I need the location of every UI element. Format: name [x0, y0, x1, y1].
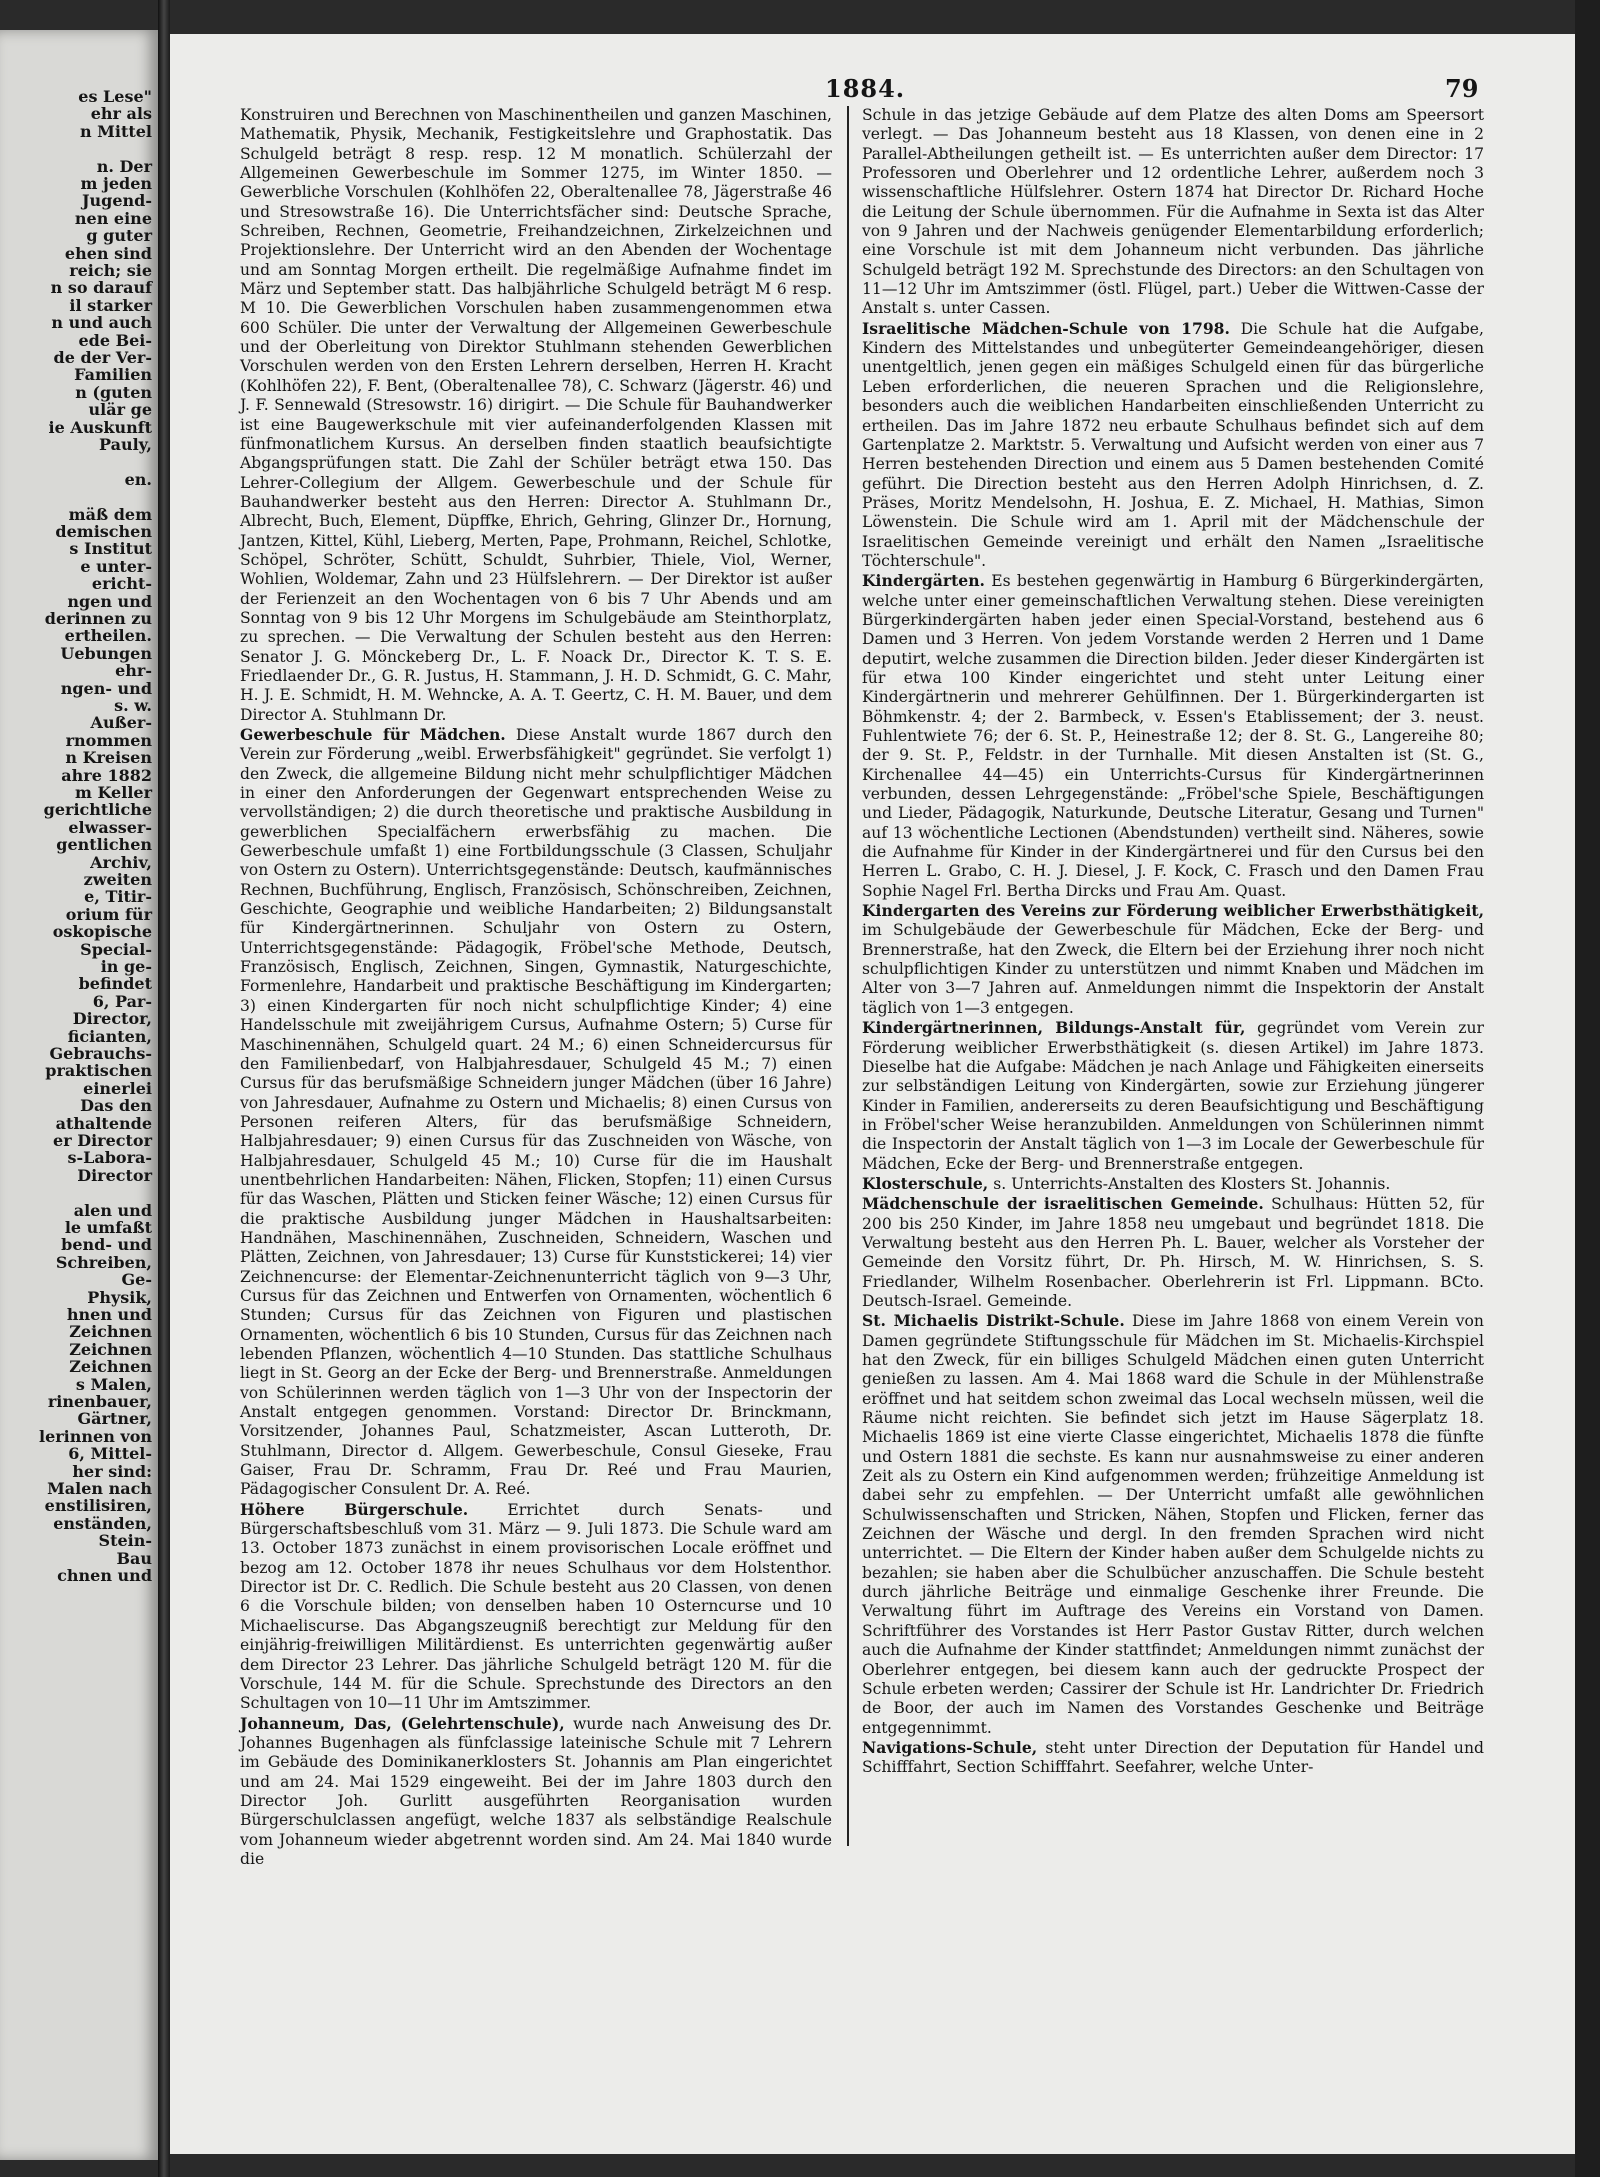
left-page-fragment: ede Bei-	[78, 330, 152, 350]
entry-heading: Gewerbeschule für Mädchen.	[240, 725, 506, 744]
left-page-fragment: s Malen,	[75, 1374, 152, 1394]
left-facing-page	[0, 30, 158, 2160]
left-page-fragment: Archiv,	[90, 852, 152, 872]
article-entry	[862, 1174, 1484, 1194]
right-column	[862, 106, 1484, 1778]
entry-text: wurde nach Anweisung des Dr. Johannes Bugenhagen als fünfclassige lateinische Schule mit 7 Lehrern im Gebäude des Dominikanerklosters St. Johannis am Plan eingerichtet und am 24. Mai 1529 eingeweiht. Bei der im Jahre 1803 durch den Director Joh. Gurlitt ausgeführten Reorganisation wurden Bürgerschulclassen angefügt, welche 1837 als selbständige Realschule vom Johanneum wieder abgetrennt worden sind. Am 24. Mai 1840 wurde die	[240, 1714, 832, 1868]
left-page-fragment: en.	[124, 469, 152, 489]
left-page-fragment: Schreiben,	[55, 1252, 152, 1272]
left-page-fragment: er Director	[53, 1131, 152, 1150]
left-page-fragment: g guter	[86, 226, 152, 246]
column-divider	[847, 106, 849, 1846]
left-page-fragment: Malen nach	[47, 1479, 152, 1498]
article-entry	[862, 319, 1484, 571]
entry-text: steht unter Direction der Deputation für Handel und Schifffahrt, Section Schifffahrt. Seefahrer, welche Unter-	[862, 1738, 1484, 1777]
left-page-fragment: derinnen zu	[44, 609, 152, 628]
left-page-fragment: 6, Mittel-	[68, 1444, 152, 1464]
entry-heading: Kindergärten.	[862, 571, 985, 591]
left-page-fragment: Bau	[116, 1548, 152, 1568]
entry-heading: Israelitische Mädchen-Schule von 1798.	[862, 318, 1230, 338]
entry-heading: Kindergärtnerinnen, Bildungs-Anstalt für,	[862, 1018, 1246, 1038]
left-page-fragment: alen und	[73, 1200, 152, 1220]
left-page-fragment: orium für	[65, 904, 152, 924]
left-page-fragment: befindet	[78, 974, 152, 994]
left-page-fragment: ngen und	[67, 591, 152, 611]
left-page-fragment: in ge-	[100, 957, 152, 976]
entry-text: gegründet vom Verein zur Förderung weiblicher Erwerbsthätigkeit (s. diesen Artikel) im Jahre 1873. Dieselbe hat die Aufgabe: Mädchen je nach Anlage und Fähigkeiten einerseits zur selbständigen Leitung von Kindergärten, sowie zur Erziehung jüngerer Kinder in Familien, andererseits zu deren Beaufsichtigung und Beschäftigung in Fröbel'scher Weise heranzubilden. Anmeldungen von Schülerinnen nimmt die Inspectorin der Anstalt täglich von 1—3 im Locale der Gewerbeschule für Mädchen, Ecke der Berg- und Brennerstraße entgegen.	[862, 1019, 1484, 1173]
left-page-fragment: m Keller	[75, 783, 152, 802]
left-page-fragment: ertheilen.	[64, 626, 152, 646]
article-entry	[240, 1500, 832, 1714]
entry-heading: Klosterschule,	[862, 1173, 989, 1193]
left-page-fragment: rinenbauer,	[47, 1392, 152, 1411]
article-entry	[862, 106, 1484, 319]
left-page-fragment: de der Ver-	[53, 348, 152, 367]
left-page-fragment: her sind:	[72, 1461, 152, 1481]
left-page-fragment: Director	[77, 1165, 152, 1185]
article-entry	[862, 571, 1484, 901]
entry-text: s. Unterrichts-Anstalten des Klosters St. Johannis.	[988, 1174, 1391, 1193]
left-page-fragment: ahre 1882	[61, 765, 152, 785]
article-entry	[240, 1714, 832, 1870]
left-page-fragment: Ge-	[121, 1270, 152, 1290]
left-page-fragment: Außer-	[90, 713, 152, 733]
left-page-fragment: Zeichnen	[69, 1339, 152, 1359]
left-page-fragment: gentlichen	[56, 835, 152, 855]
left-page-fragment: n so darauf	[50, 278, 152, 298]
left-page-fragment: ulär ge	[88, 400, 152, 420]
entry-heading: Johanneum, Das, (Gelehrtenschule),	[240, 1713, 565, 1733]
entry-text: Schule in das jetzige Gebäude auf dem Platze des alten Doms am Speersort verlegt. — Das Johanneum besteht aus 18 Klassen, von denen eine in 2 Parallel-Abtheilungen getheilt ist. — Es unterrichten außer dem Director: 17 Professoren und Oberlehrer und 12 ordentliche Lehrer, außerdem noch 3 wissenschaftliche Hülfslehrer. Ostern 1874 hat Director Dr. Richard Hoche die Leitung der Schule übernommen. Für die Aufnahme in Sexta ist das Alter von 9 Jahren und der Nachweis genügender Elementarbildung erforderlich; eine Vorschule ist mit dem Johanneum nicht verbunden. Das jährliche Schulgeld beträgt 192 M. Sprechstunde des Directors: an den Schultagen von 11—12 Uhr im Amtszimmer (östl. Flügel, part.) Ueber die Wittwen-Casse der Anstalt s. unter Cassen.	[862, 106, 1484, 318]
entry-text: Errichtet durch Senats- und Bürgerschaftsbeschluß vom 31. März — 9. Juli 1873. Die Schule ward am 13. October 1873 zunächst in einem provisorischen Locale eröffnet und bezog am 12. October 1878 ihr neues Schulhaus vor dem Holstenthor. Director ist Dr. C. Redlich. Die Schule besteht aus 20 Classen, von denen 6 die Vorschule bilden; von denselben haben 10 Osterncurse und 10 Michaeliscurse. Das Abgangszeugniß berechtigt zur Meldung für den einjährig-freiwilligen Militärdienst. Es unterrichten gegenwärtig außer dem Director 23 Lehrer. Das jährliche Schulgeld beträgt 120 M. für die Vorschule, 144 M. für die Schule. Sprechstunde des Directors an den Schultagen von 10—11 Uhr im Amtszimmer.	[240, 1500, 832, 1713]
left-page-fragment: le umfaßt	[64, 1218, 152, 1237]
left-page-fragment: n. Der	[96, 156, 152, 176]
book-gutter	[158, 0, 170, 2177]
left-page-fragment: n und auch	[51, 313, 152, 333]
left-page-fragment: es Lese"	[78, 87, 152, 106]
left-page-fragment: Gebrauchs-	[49, 1044, 152, 1063]
left-page-fragment: s-Labora-	[67, 1148, 152, 1168]
left-page-fragment: Zeichnen	[69, 1322, 152, 1342]
left-page-fragment: Uebungen	[60, 643, 152, 663]
left-page-fragment: elwasser-	[68, 817, 152, 837]
entry-heading: Mädchenschule der israelitischen Gemeinde.	[862, 1194, 1264, 1214]
left-page-fragment: ehr-	[115, 661, 152, 681]
entry-text: Es bestehen gegenwärtig in Hamburg 6 Bürgerkindergärten, welche unter einer gemeinschaftlichen Verwaltung stehen. Diese vereinigten Bürgerkindergärten haben jeder einen Special-Vorstand, bestehend aus 6 Damen und 3 Herren. Von jedem Vorstande werden 2 Herren und 1 Dame deputirt, welche zusammen die Direction bilden. Jeder dieser Kindergärten ist für etwa 100 Kinder eingerichtet und steht unter Leitung einer Kindergärtnerin und mehrerer Gehülfinnen. Der 1. Bürgerkindergarten ist Böhmkenstr. 4; der 2. Barmbeck, v. Essen's Etablissement; der 3. neust. Fuhlentwiete 76; der 6. St. P., Heinestraße 12; der 8. St. G., Langereihe 80; der 9. St. P., Feldstr. in der Turnhalle. Mit diesen Anstalten ist (St. G., Kirchenallee 44—45) ein Unterrichts-Cursus für Kindergärtnerinnen verbunden, dessen Lehrgegenstände: „Fröbel'sche Spiele, Beschäftigungen und Lieder, Pädagogik, Naturkunde, Deutsche Literatur, Gesang und Turnen" auf 13 wöchentliche Lectionen (Abendstunden) vertheilt sind. Näheres, sowie die Aufnahme für Kinder in der Kindergärtnerei und für den Cursus bei den Herren L. Grabo, C. H. J. Diesel, J. F. Kock, C. Frasch und den Damen Frau Sophie Nagel Frl. Bertha Dircks und Frau Am. Quast.	[862, 572, 1484, 900]
left-page-fragment: s. w.	[114, 696, 152, 715]
article-entry	[862, 1738, 1484, 1778]
left-page-fragment: e, Titir-	[84, 887, 152, 907]
left-page-fragment: ericht-	[91, 574, 152, 594]
left-page-fragment: e unter-	[80, 556, 152, 576]
entry-text: Die Schule hat die Aufgabe, Kindern des Mittelstandes und unbegüterter Gemeindeangehöriger, diesen unentgeltlich, jenen gegen ein mäßiges Schulgeld einen für das bürgerliche Leben erforderlichen, die neueren Sprachen und die Religionslehre, besonders auch die weiblichen Handarbeiten einschließenden Unterricht zu ertheilen. Das im Jahre 1872 neu erbaute Schulhaus befindet sich auf dem Gartenplatze 2. Marktstr. 5. Verwaltung und Aufsicht werden von einer aus 7 Herren bestehenden Direction und einem aus 5 Damen bestehenden Comité geführt. Die Direction besteht aus den Herren Adolph Hinrichsen, d. Z. Präses, Moritz Mendelsohn, H. Joshua, E. Z. Michael, H. Mathias, Simon Löwenstein. Die Schule wird am 1. April mit der Mädchenschule der Israelitischen Gemeinde vereinigt und erhält den Namen „Israelitische Töchterschule".	[862, 319, 1484, 570]
left-page-fragment: praktischen	[45, 1061, 152, 1081]
entry-text: Diese im Jahre 1868 von einem Verein von Damen gegründete Stiftungsschule für Mädchen im St. Michaelis-Kirchspiel hat den Zweck, für ein billiges Schulgeld Mädchen einen guten Unterricht genießen zu lassen. Am 4. Mai 1868 ward die Schule in der Mühlenstraße eröffnet und hat seitdem schon zweimal das Local wechseln müssen, weil die Räume nicht reichten. Sie befindet sich jetzt im Hause Sägerplatz 18. Michaelis 1869 ist eine vierte Classe eingerichtet, Michaelis 1878 die fünfte und Ostern 1881 die sechste. Es kann nur ausnahmsweise zu einer anderen Zeit als zu Ostern ein Kind aufgenommen werden; frühzeitige Anmeldung ist dabei sehr zu empfehlen. — Der Unterricht umfaßt alle gewöhnlichen Schulwissenschaften und Stricken, Nähen, Stopfen und Flicken, ferner das Zeichnen der Wäsche und dergl. In den fremden Sprachen wird nicht unterrichtet. — Die Eltern der Kinder haben außer dem Schulgelde nichts zu bezahlen; sie haben aber die Schulbücher anzuschaffen. Die Schule besteht durch jährliche Beiträge und einmalige Geschenke ihrer Freunde. Die Verwaltung führt im Auftrage des Vereins ein Vorstand von Damen. Schriftführer des Vorstandes ist Herr Pastor Gustav Ritter, durch welchen auch die Aufnahme der Kinder stattfindet; Anmeldungen nimmt zunächst der Oberlehrer entgegen, bei diesem kann auch der gedruckte Prospect der Schule erbeten werden; Cassirer der Schule ist Hr. Landrichter Dr. Friedrich de Boor, der auch im Namen des Vorstandes Geschenke und Beiträge entgegennimmt.	[862, 1312, 1484, 1737]
article-entry	[862, 1018, 1484, 1174]
entry-text: im Schulgebäude der Gewerbeschule für Mädchen, Ecke der Berg- und Brennerstraße, hat den Zweck, die Eltern bei der Erziehung ihrer noch nicht schulpflichtigen Kinder zu unterstützen und nimmt Knaben und Mädchen im Alter von 3—7 Jahren auf. Anmeldungen nimmt die Inspektorin der Anstalt täglich von 1—3 entgegen.	[862, 921, 1484, 1017]
left-page-fragment: zweiten	[83, 870, 152, 889]
left-page-fragment: bend- und	[61, 1235, 152, 1255]
left-page-fragment: chnen und	[57, 1566, 152, 1585]
entry-text: Konstruiren und Berechnen von Maschinentheilen und ganzen Maschinen, Mathematik, Physik, Mechanik, Festigkeitslehre und Graphostatik. Das Schulgeld beträgt 8 resp. resp. 12 M monatlich. Schülerzahl der Allgemeinen Gewerbeschule im Sommer 1275, im Winter 1850. — Gewerbliche Vorschulen (Kohlhöfen 22, Oberaltenallee 78, Jägerstraße 46 und Stresowstraße 16). Die Unterrichtsfächer sind: Deutsche Sprache, Schreiben, Rechnen, Geometrie, Freihandzeichnen, Zirkelzeichnen und Projektionslehre. Der Unterricht wird an den Abenden der Wochentage und am Sonntag Morgen ertheilt. Die regelmäßige Aufnahme findet im März und September statt. Das halbjährliche Schulgeld beträgt M 6 resp. M 10. Die Gewerblichen Vorschulen haben zusammengenommen etwa 600 Schüler. Die unter der Verwaltung der Allgemeinen Gewerbeschule und der Oberleitung von Direktor Stuhlmann stehenden Gewerblichen Vorschulen werden von den Ersten Lehrern derselben, Herren H. Kracht (Kohlhöfen 22), F. Bent, (Oberaltenallee 78), C. Schwarz (Jägerstr. 46) und J. F. Sennewald (Stresowstr. 16) dirigirt. — Die Schule für Bauhandwerker ist eine Baugewerkschule mit vier aufeinanderfolgenden Klassen mit fünfmonatlichem Kursus. An derselben finden staatlich beaufsichtigte Abgangsprüfungen statt. Die Zahl der Schüler beträgt etwa 150. Das Lehrer-Collegium der Allgem. Gewerbeschule und der Schule für Bauhandwerker besteht aus den Herren: Director A. Stuhlmann Dr., Albrecht, Buch, Element, Düpffke, Ehrich, Gehring, Glinzer Dr., Hornung, Jantzen, Kittel, Kühl, Lieberg, Merten, Pape, Prohmann, Reichel, Schlotke, Schöpel, Schröter, Schütt, Schuldt, Suhrbier, Thiele, Viol, Werner, Wohlien, Woldemar, Zahn und 23 Hülfslehrern. — Der Direktor ist außer der Ferienzeit an den Wochentagen von 6 bis 7 Uhr Abends und am Sonntag von 9 bis 12 Uhr Morgens im Schulgebäude am Steinthorplatz, zu sprechen. — Die Verwaltung der Schulen besteht aus den Herren: Senator J. G. Mönckeberg Dr., L. F. Noack Dr., Director K. T. S. E. Friedlaender Dr., G. R. Justus, H. Stammann, J. H. D. Schmidt, G. C. Mahr, H. J. E. Schmidt, H. M. Wehncke, A. A. T. Geertz, C. H. M. Bauer, und dem Director A. Stuhlmann Dr.	[240, 106, 832, 724]
article-entry	[240, 106, 832, 725]
left-page-fragment: einerlei	[83, 1078, 152, 1098]
left-page-fragment: lerinnen von	[38, 1426, 152, 1446]
left-page-fragment: ie Auskunft	[48, 417, 152, 437]
left-page-fragment: Jugend-	[81, 191, 152, 211]
left-page-fragment: n Kreisen	[65, 748, 152, 768]
left-page-fragment: reich; sie	[69, 261, 152, 280]
left-page-fragment: gerichtliche	[43, 800, 152, 820]
page-header-year: 1884.	[825, 74, 906, 103]
left-page-fragment: n Mittel	[79, 121, 152, 141]
entry-heading: St. Michaelis Distrikt-Schule.	[862, 1311, 1125, 1331]
left-page-fragment: ehr als	[90, 104, 152, 124]
left-page-fragment: rnommen	[65, 730, 152, 750]
left-page-fragment: Das den	[80, 1096, 152, 1116]
left-page-fragment: mäß dem	[68, 504, 152, 524]
left-page-fragment: nen eine	[74, 208, 152, 228]
left-page-fragment: Stein-	[98, 1531, 152, 1551]
left-page-fragment: enständen,	[53, 1513, 152, 1533]
entry-heading: Höhere Bürgerschule.	[240, 1499, 469, 1519]
left-page-fragment: ngen- und	[60, 678, 152, 698]
left-page-fragment: ehen sind	[64, 243, 152, 263]
left-page-fragment: Zeichnen	[69, 1357, 152, 1377]
left-page-fragment: oskopische	[52, 922, 152, 942]
left-page-fragment: Gärtner,	[77, 1409, 152, 1429]
entry-heading: Navigations-Schule,	[862, 1737, 1038, 1757]
left-page-fragment: Familien	[74, 365, 152, 385]
left-page-fragment: il starker	[69, 295, 152, 315]
entry-heading: Kindergarten des Vereins zur Förderung weiblicher Erwerbsthätigkeit,	[862, 901, 1484, 921]
entry-text: Schulhaus: Hütten 52, für 200 bis 250 Kinder, im Jahre 1858 neu umgebaut und begründet 1818. Die Verwaltung besteht aus den Herren Ph. L. Bauer, welcher als Vorsteher der Gemeinde den Vorsitz führt, Dr. Ph. Hirsch, M. W. Hinrichsen, S. S. Friedlander, Wilhelm Rosenbacher. Oberlehrerin ist Frl. Lippmann. BCto. Deutsch-Israel. Gemeinde.	[862, 1195, 1484, 1310]
page-number: 79	[1445, 74, 1479, 103]
left-page-fragment: 6, Par-	[92, 991, 152, 1011]
article-entry	[862, 901, 1484, 1018]
left-page-fragment: s Institut	[69, 539, 152, 559]
article-entry	[240, 725, 832, 1500]
scan-edge	[1575, 0, 1600, 2177]
article-entry	[862, 1194, 1484, 1311]
left-page-fragment: Director,	[72, 1009, 152, 1029]
book-page	[170, 34, 1575, 2154]
left-page-fragment: enstilisiren,	[44, 1496, 152, 1516]
left-page-fragment: Pauly,	[98, 435, 152, 454]
article-entry	[862, 1311, 1484, 1738]
entry-text: Diese Anstalt wurde 1867 durch den Verein zur Förderung „weibl. Erwerbsfähigkeit" gegründet. Sie verfolgt 1) den Zweck, die allgemeine Bildung nicht mehr schulpflichtiger Mädchen in einer den Anforderungen der Gegenwart entsprechenden Weise zu vervollständigen; 2) die durch theoretische und praktische Ausbildung in gewerblichen Specialfächern erwerbsfähig zu machen. Die Gewerbeschule umfaßt 1) eine Fortbildungsschule (3 Classen, Schuljahr von Ostern zu Ostern). Unterrichtsgegenstände: Deutsch, kaufmännisches Rechnen, Buchführung, Englisch, Französisch, Schönschreiben, Zeichnen, Geschichte, Geographie und weibliche Handarbeiten; 2) Bildungsanstalt für Kindergärtnerinnen. Schuljahr von Ostern zu Ostern, Unterrichtsgegenstände: Pädagogik, Fröbel'sche Methode, Deutsch, Französisch, Englisch, Zeichnen, Singen, Gymnastik, Naturgeschichte, Formenlehre, Handarbeit und praktische Beschäftigung im Kindergarten; 3) einen Kindergarten für noch nicht schulpflichtige Kinder; 4) eine Handelsschule mit zweijährigem Cursus, Aufnahme Ostern; 5) Curse für Maschinennähen, Schulgeld quart. 24 M.; 6) einen Schneidercursus für den Familienbedarf, von Halbjahresdauer, Schulgeld 45 M.; 7) einen Cursus für das berufsmäßige Schneidern junger Mädchen (über 16 Jahre) von Jahresdauer, Aufnahme zu Ostern und Michaelis; 8) einen Cursus von Personen reiferen Alters, für das berufsmäßige Schneidern, Halbjahresdauer; 9) einen Cursus für das Zuschneiden von Wäsche, von Halbjahresdauer, Schulgeld 45 M.; 10) Curse für die im Haushalt unentbehrlichen Handarbeiten: Nähen, Flicken, Stopfen; 11) einen Cursus für das Waschen, Plätten und Sticken feiner Wäsche; 12) einen Cursus für die praktische Ausbildung junger Mädchen in Haushaltsarbeiten: Handnähen, Maschinennähen, Zuschneiden, Schneidern, Waschen und Plätten, Zeichnen, von Jahresdauer; 13) Curse für Kunststickerei; 14) vier Zeichnencurse: der Elementar-Zeichnenunterricht täglich von 9—3 Uhr, Cursus für das Zeichnen und Entwerfen von Ornamenten, wöchentlich 6 Stunden; Cursus für das Zeichnen von Figuren und plastischen Ornamenten, wöchentlich 6 bis 10 Stunden, Cursus für das Zeichnen nach lebenden Pflanzen, wöchentlich 4—10 Stunden. Das stattliche Schulhaus liegt in St. Georg an der Ecke der Berg- und Brennerstraße. Anmeldungen von Schülerinnen werden täglich von 1—3 Uhr von der Inspectorin der Anstalt entgegen genommen. Vorstand: Director Dr. Brinckmann, Vorsitzender, Johannes Paul, Schatzmeister, Ascan Lutteroth, Dr. Stuhlmann, Director d. Allgem. Gewerbeschule, Consul Gieseke, Frau Gaiser, Frau Dr. Schramm, Frau Dr. Reé und Frau Maurien, Pädagogischer Consulent Dr. A. Reé.	[240, 726, 832, 1499]
left-page-fragment: n (guten	[75, 382, 152, 402]
left-page-fragment: demischen	[55, 522, 152, 541]
left-page-fragment: athaltende	[55, 1113, 152, 1133]
left-page-fragment: Physik,	[87, 1287, 152, 1307]
left-page-fragment: ficianten,	[67, 1026, 152, 1046]
left-page-fragment: hnen und	[66, 1305, 152, 1324]
left-column	[240, 106, 832, 1869]
left-page-fragment: m jeden	[80, 174, 152, 193]
left-page-fragment: Special-	[80, 939, 152, 959]
